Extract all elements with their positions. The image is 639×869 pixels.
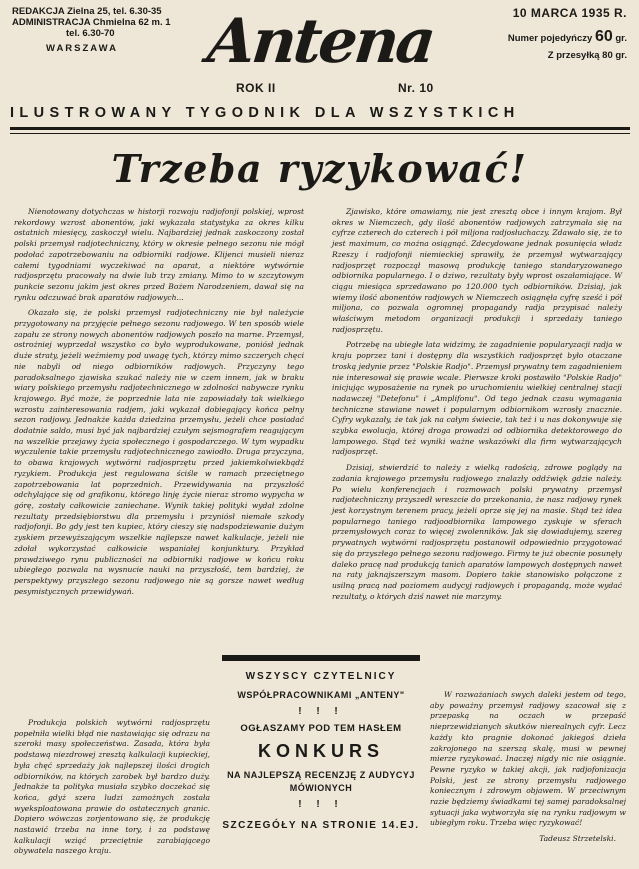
article-column-left: [14, 207, 304, 602]
article-paragraph: Potrzebę na ubiegłe lata widzimy, że zagadnienie popularyzacji radja w kraju poprzez tani i dostępny dla wszystkich radjosprzęt było otaczane troską jedynie przez "Polskie Radjo". Przemysł prywatny tem zagadnieniem nie interesował się prawie wcale. Pierwsze kroki postawiło "Polskie Radjo" inicjując wyposażenie na rynek po uruchomieniu wielkiej centralnej stacji nadawczej "Detefonu" i „Amplifonu". Od tego jednak czasu wymagania techniczne stawiane nawet i popularnym odbiornikom wzrosły znacznie. Cyfry wykazały, że tak jak na całym świecie, tak też i u nas dokonywuje się szybka ewolucja, której droga prowadzi od odbiornika detektorowego do lampowego. Stąd też wyniki ważne wskazówki dla firm wytwarzających radjosprzęt.: [332, 340, 622, 457]
article-column-right-bottom: [430, 690, 626, 845]
city-line: WARSZAWA: [46, 43, 118, 54]
price-value: 60: [594, 28, 613, 45]
issue-date: 10 MARCA 1935 R.: [512, 6, 627, 20]
announcement-line-5: MÓWIONYCH: [289, 783, 353, 793]
announcement-line-4: NA NAJLEPSZĄ RECENZJĘ Z AUDYCYJ: [227, 770, 415, 780]
announcement-bar: [222, 655, 420, 661]
announcement-exclamation-2: ! ! !: [298, 799, 344, 810]
single-issue-price: [508, 28, 627, 46]
masthead-rule-thin: [10, 133, 630, 134]
contest-title: KONKURS: [257, 741, 384, 761]
volume-year: ROK II: [236, 81, 276, 95]
article-paragraph: Nienotowany dotychczas w historji rozwoju radjofonji polskiej, wprost rekordowy wzrost abonentów, jaki wykazała statystyka za okres kilku ostatnich miesięcy, zaskoczył wielu. Najbardziej jednak zaskoczony został polski przemysł radjotechniczny, który w okresie pełnego sezonu nie mógł podołać zapotrzebowaniu na odbiorniki radjowe. Klijenci musieli nieraz całemi tygodniami wyczekiwać na aparat, a niektóre wytwórnie radjosprzętu pracowały na dwie lub trzy zmiany. Mimo to w szczytowym punkcie sezonu jakim jest okres przed Bożem Narodzeniem, dawał się na rynku odczuwać brak aparatów radjowych...: [14, 207, 304, 302]
price-label: Numer pojedyńczy: [507, 33, 593, 44]
logo-text: Antena: [204, 6, 437, 77]
announcement-line-2: WSPÓŁPRACOWNIKAMI „ANTENY": [237, 690, 405, 700]
article-headline: Trzeba ryzykować!: [111, 146, 528, 191]
announcement-line-1: WSZYSCY CZYTELNICY: [245, 671, 397, 682]
masthead-issue-info: [508, 6, 627, 61]
issue-number: Nr. 10: [398, 81, 434, 95]
postal-price: Z przesyłką 80 gr.: [547, 50, 627, 61]
article-signature: Tadeusz Strzetelski.: [539, 834, 616, 844]
masthead-rule-thick: [10, 127, 630, 130]
article-paragraph: Dzisiaj, stwierdzić to należy z wielką radością, zdrowe poglądy na zadania krajowego przemysłu radjowego znalazły oddźwięk gdzie należy. Po wielu konferencjach i rozmowach polski prywatny przemysł radjotechniczny przyszedł wreszcie do przekonania, że nasz radjowy rynek jest korzystnym terenem pracy, jeżeli oprze się jej na masie. Stąd też idea popularnego taniego radjoodbiornika lampowego zyskuje w sferach przemysłowych coraz to więcej zwolenników. Jak się dowiadujemy, szereg prywatnych wytwórni radjosprzętu postanowił odpowiednio przygotować się do przyszłego pełnego sezonu radjowego. Firmy te już obecnie posunęły daleko pracę nad produkcją tanich aparatów lampowych dostępnych nawet na raty jaknajszerszym masom. Dopiero takie stanowisko połączone z usilną pracą nad poziomem audycyj radjowych i propagandą, może wydać rezultaty, o których dziś nawet nie marzymy.: [332, 463, 622, 601]
masthead-address: [12, 6, 171, 54]
article-paragraph: W rozważaniach swych daleki jestem od tego, aby poważny przemysł radjowy szacował się z przepaską na oczach w przepaść nieprzewidzianych skutków nierealnych cyfr. Lecz każdy kto pragnie dokonać jakiegoś dzieła zakrojonego na szerszą skalę, musi w pewnej mierze ryzykować. Inaczej nigdy nic nie osiągnie. Pewne ryzyko w takiej akcji, jak radjofonizacja Polski, jest ze strony przemysłu radjowego koniecznym i zdrowym objawem. W przeciwnym razie będziemy świadkami tej samej paradoksalnej sytuacji jaka wytworzyła się na rynku radjowym w ubiegłym roku. Trzeba więc ryzykować!: [430, 690, 626, 828]
article-paragraph: Produkcja polskich wytwórni radjosprzętu popełniła wielki błąd nie nastawiając się odrazu na szeroki masy społeczeństwa. Zasada, która była podstawą niezdrowej zresztą kalkulacji kupieckiej, była chęć sprzedaży jak najlepszej ilości drogich odbiorników, na których zarobek był bardzo duży. Jednakże ta polityka musiała szybko doczekać się końca, gdyż szera ludzi zamożnych została wyeksploatowana prawie do ostatecznych granic. Dopiero wówczas zorjentowano się, że produkcję nastawić trzeba na inne tory, i za podstawę kalkulacji wziąć przeciętnie zarabiającego obywatela naszego kraju.: [14, 718, 210, 856]
article-paragraph: Zjawisko, które omawiamy, nie jest zresztą obce i innym krajom. Był okres w Niemczech, gdy ilość abonentów radjowych zatrzymała się na cyfrze czterech do czterech i pół miljona radjosłuchaczy. Zdawało się, że to jest maximum, co można osiągnąć. Zdecydowane jednak posunięcia władz Rzeszy i radjofonji niemieckiej sprawiły, że przemysł wytwarzający radjosprzęt rozpoczął masową produkcję taniego standaryzowanego odbiornika popularnego. I o dziwo, rezultaty były wprost oszałamiające. W ciągu miesiąca sprzedawano po 120.000 tych odbiorników. Dzisiaj, jak wiemy ilość abonentów radjowych w Niemczech osiągnęła cyfrę sześć i pół miljona, co pozwala ogromnej propagandy radja przypisać należy właściwym metodom organizacji produkcji i sprzedaży taniego radjosprzętu.: [332, 207, 622, 334]
redakcja-line: REDAKCJA Zielna 25, tel. 6.30-35: [12, 6, 162, 17]
article-paragraph: Okazało się, że polski przemysł radjotechniczny nie był należycie przygotowany na przyjęcie pełnego sezonu radjowego. W ten sposób wiele zapału ze strony nowych abonentów radjowych poszło na marne. Przemysł, ostrożniej wyprzedał wszystko co było wyprodukowane, poniósł jednak duże straty, jeżeli weźmiemy pod uwagę tych, którzy mimo szczerych chęci nie nabyli od niego odbiorników radjowych. Przyczyny tego paradoksalnego zjawiska szukać należy nie w czem innem, jak w braku wiary polskiego przemysłu radjotechnicznego w zdolności nabywcze rynku krajowego. Być może, że poprzednie lata nie zapowiadały tak wielkiego wzrostu zainteresowania radjem, jaki wykazał dobiegający końca pełny sezon radjowy. Jednakże każda dziedzina przemysłu, jeżeli chce posiadać dodatnie saldo, musi być jak najbardziej czułym sejsmografem reagującym na wszelkie przejawy życia społecznego i gospodarczego. W tym wypadku wyczulenie takie przemysłu radjotechnicznego zawiodło. Druga przyczyna, to obawa krajowych wytwórni radjosprzętu przed jakiemkolwiekbądź ryzykiem. Produkcja jest regulowana ściśle w ramach przeciętnego zapotrzebowania lat poprzednich. Przewidywania na przyszłość odchylające się od grafikonu, którego linję życie nieraz stromo wypycha w górę, zostały całkowicie zaniechane. Wynik takiej polityki wydał zdolne rezultaty przedsiębiorstwu dla przemysłu i przyniósł niemałe szkody radjofonji. Bo gdy jest ten kupiec, który cieszy się nadspodziewanie dużym zyskiem przewyższającym wszelkie najlepsze nawet kalkulacje, jeżeli nie zdołał wykorzystać całkowicie wspaniałej konjunktury. Przykład prawdziwego rynu publiczności na odbiorniki radjowe w końcu roku ubiegłego pozwala na wysnucie nauki na przyszłość, tem bardziej, że perspektywy przyszłego sezonu radjowego nie są gorsze nawet według pesymistycznych przewidywań.: [14, 308, 304, 596]
article-column-right: [332, 207, 622, 607]
tagline: ILUSTROWANY TYGODNIK DLA WSZYSTKICH: [10, 105, 520, 121]
administracja-line: ADMINISTRACJA Chmielna 62 m. 1: [12, 17, 171, 28]
contest-announcement: [218, 655, 424, 860]
antena-logo: [204, 6, 463, 78]
article-column-left-bottom: [14, 718, 210, 862]
announcement-details-link: SZCZEGÓŁY NA STRONIE 14.EJ.: [222, 820, 420, 831]
telephone-line: tel. 6.30-70: [66, 28, 115, 39]
announcement-line-3: OGŁASZAMY POD TEM HASŁEM: [240, 723, 402, 734]
price-unit: gr.: [615, 33, 627, 44]
announcement-exclamation-1: ! ! !: [298, 706, 344, 717]
